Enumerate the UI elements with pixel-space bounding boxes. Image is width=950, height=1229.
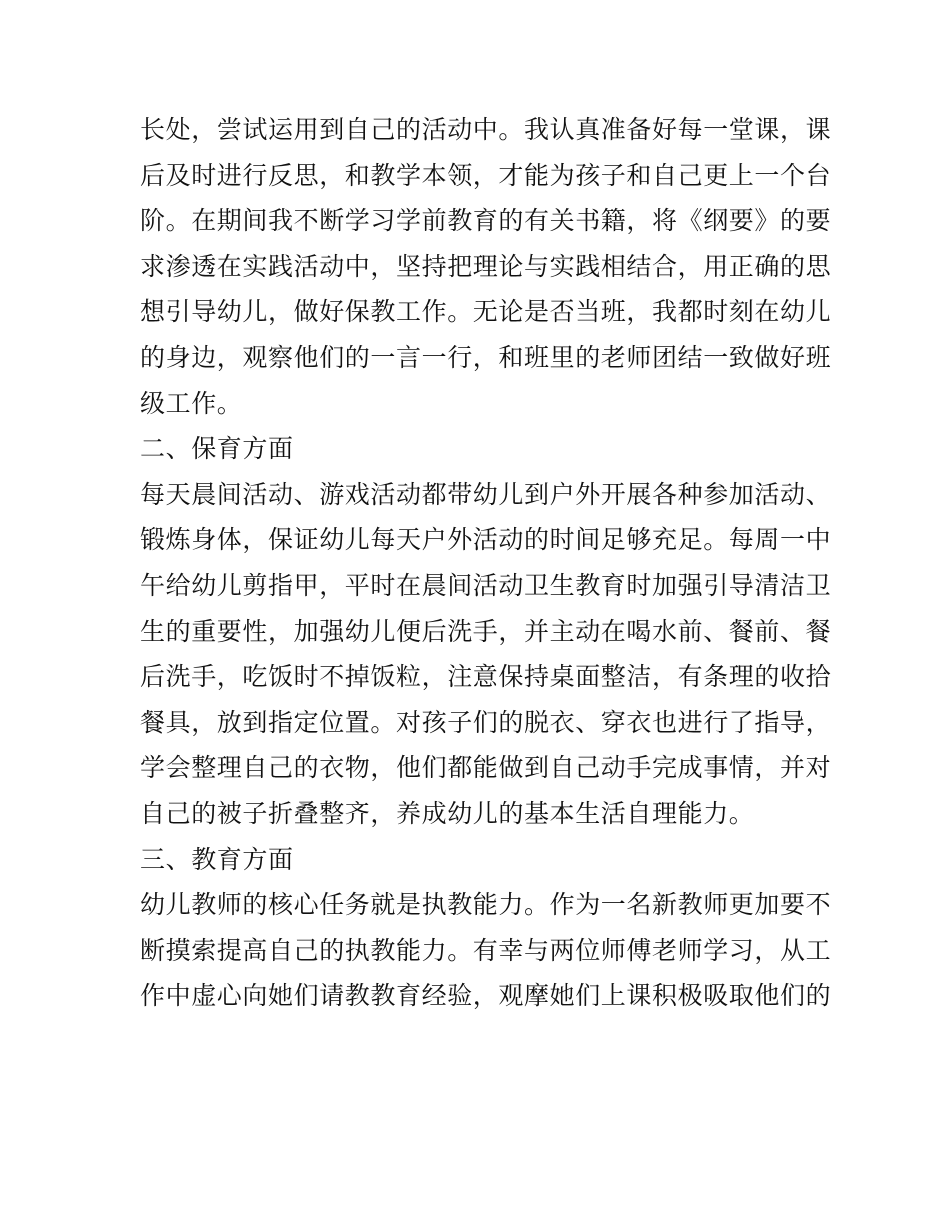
paragraph-line: 后洗手，吃饭时不掉饭粒，注意保持桌面整洁，有条理的收拾 (140, 662, 832, 692)
paragraph-line: 锻炼身体，保证幼儿每天户外活动的时间足够充足。每周一中 (140, 525, 832, 555)
paragraph-line: 长处，尝试运用到自己的活动中。我认真准备好每一堂课，课 (140, 115, 832, 144)
section-heading-childcare: 二、保育方面 (140, 434, 294, 464)
paragraph-line: 幼儿教师的核心任务就是执教能力。作为一名新教师更加要不 (140, 890, 832, 920)
section-heading-education: 三、教育方面 (140, 844, 294, 874)
paragraph-line: 自己的被子折叠整齐，养成幼儿的基本生活自理能力。 (140, 798, 755, 828)
paragraph-line: 后及时进行反思，和教学本领，才能为孩子和自己更上一个台 (140, 160, 832, 190)
document-body (140, 107, 832, 1019)
paragraph-line: 餐具，放到指定位置。对孩子们的脱衣、穿衣也进行了指导， (140, 707, 832, 737)
paragraph-line: 想引导幼儿，做好保教工作。无论是否当班，我都时刻在幼儿 (140, 297, 832, 327)
paragraph-line: 每天晨间活动、游戏活动都带幼儿到户外开展各种参加活动、 (140, 479, 832, 509)
paragraph-line: 断摸索提高自己的执教能力。有幸与两位师傅老师学习，从工 (140, 935, 832, 965)
paragraph-line: 阶。在期间我不断学习学前教育的有关书籍，将《纲要》的要 (140, 206, 832, 236)
paragraph-line: 生的重要性，加强幼儿便后洗手，并主动在喝水前、餐前、餐 (140, 616, 832, 646)
paragraph-line: 求渗透在实践活动中，坚持把理论与实践相结合，用正确的思 (140, 251, 832, 281)
paragraph-line: 级工作。 (140, 388, 243, 418)
paragraph-line: 午给幼儿剪指甲，平时在晨间活动卫生教育时加强引导清洁卫 (140, 570, 832, 600)
paragraph-line: 作中虚心向她们请教教育经验，观摩她们上课积极吸取他们的 (140, 981, 832, 1011)
paragraph-line: 的身边，观察他们的一言一行，和班里的老师团结一致做好班 (140, 342, 832, 372)
paragraph-line: 学会整理自己的衣物，他们都能做到自己动手完成事情，并对 (140, 753, 832, 783)
